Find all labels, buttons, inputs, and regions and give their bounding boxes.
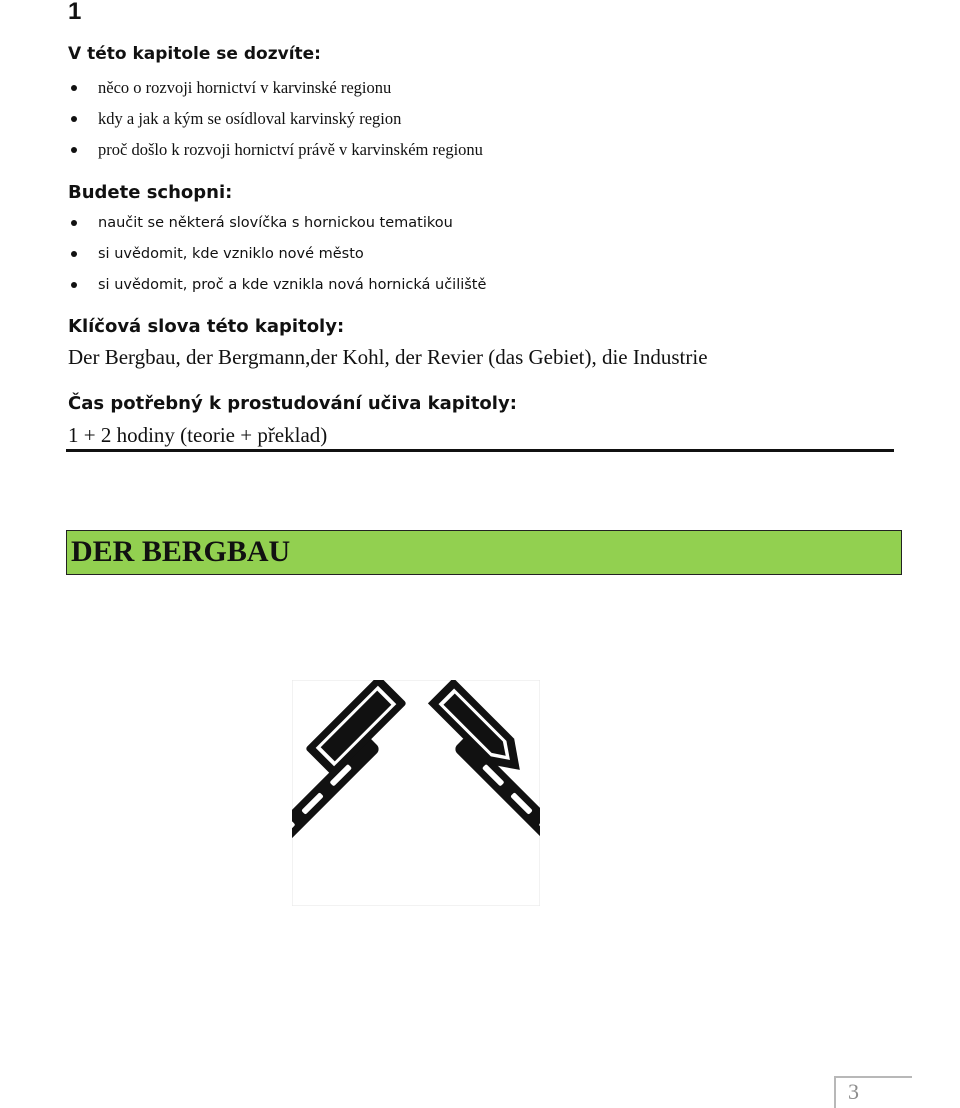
list-item: si uvědomit, kde vzniklo nové město [68, 240, 486, 271]
list-item: kdy a jak a kým se osídloval karvinský region [68, 105, 483, 136]
able-heading: Budete schopni: [68, 182, 233, 203]
keywords-heading: Klíčová slova této kapitoly: [68, 316, 345, 337]
page-number: 3 [848, 1079, 859, 1104]
list-item: proč došlo k rozvoji hornictví právě v karvinském regionu [68, 136, 483, 167]
section-title: DER BERGBAU [71, 535, 291, 568]
time-text: 1 + 2 hodiny (teorie + překlad) [68, 423, 328, 447]
keywords-text: Der Bergbau, der Bergmann,der Kohl, der Revier (das Gebiet), die Industrie [68, 345, 708, 369]
chapter-number: 1 [68, 0, 82, 25]
crossed-hammers-icon [292, 680, 540, 906]
time-heading: Čas potřebný k prostudování učiva kapitoly: [68, 393, 517, 414]
list-item: si uvědomit, proč a kde vznikla nová hornická učiliště [68, 271, 486, 302]
able-list [68, 209, 486, 302]
learn-heading: V této kapitole se dozvíte: [68, 44, 321, 64]
section-divider [66, 449, 894, 452]
section-banner [66, 530, 902, 575]
learn-list [68, 74, 483, 167]
page-number-box [834, 1076, 912, 1108]
list-item: naučit se některá slovíčka s hornickou tematikou [68, 209, 486, 240]
list-item: něco o rozvoji hornictví v karvinské regionu [68, 74, 483, 105]
